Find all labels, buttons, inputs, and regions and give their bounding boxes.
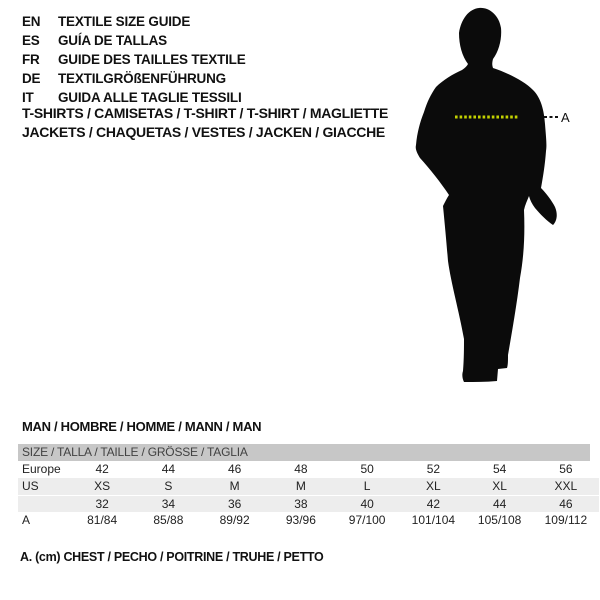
language-row-en	[22, 12, 246, 31]
category-line-jackets: JACKETS / CHAQUETAS / VESTES / JACKEN / GIACCHE	[22, 123, 385, 140]
measurement-footnote: A. (cm) CHEST / PECHO / POITRINE / TRUHE / PETTO	[20, 550, 324, 564]
table-cell: 48	[294, 462, 308, 476]
table-cell: XS	[94, 479, 111, 493]
language-title: GUÍA DE TALLAS	[58, 33, 167, 48]
man-silhouette	[416, 8, 557, 382]
language-code: DE	[22, 71, 41, 86]
row-label: US	[22, 479, 39, 493]
table-cell: 97/100	[348, 513, 386, 527]
table-row-us-numeric	[18, 495, 599, 512]
table-cell: 46	[227, 462, 242, 476]
table-cell: 109/112	[544, 513, 588, 527]
language-title: GUIDA ALLE TAGLIE TESSILI	[58, 90, 242, 105]
table-cell: XXL	[554, 479, 578, 493]
category-lines	[22, 104, 388, 141]
category-line-tshirts: T-SHIRTS / CAMISETAS / T-SHIRT / T-SHIRT / MAGLIETTE	[22, 105, 389, 121]
table-cell: 52	[426, 462, 441, 476]
table-cell: XL	[426, 479, 441, 493]
table-cell: M	[229, 479, 240, 493]
table-cell: 50	[360, 462, 374, 476]
language-code: IT	[22, 90, 34, 105]
language-code: ES	[22, 33, 40, 48]
table-cell: 89/92	[219, 513, 250, 527]
table-cell: 81/84	[87, 513, 118, 527]
language-list	[22, 12, 246, 107]
table-cell: 105/108	[477, 513, 522, 527]
man-silhouette-figure	[413, 6, 578, 386]
table-cell: 36	[227, 497, 242, 511]
measurement-label-a: A	[561, 110, 570, 125]
table-cell: 56	[559, 462, 573, 476]
table-cell: 93/96	[285, 513, 316, 527]
table-cell: 32	[95, 497, 109, 511]
table-cell: 44	[161, 462, 176, 476]
language-row-de	[22, 69, 246, 88]
table-cell: 85/88	[153, 513, 184, 527]
language-title: GUIDE DES TAILLES TEXTILE	[58, 52, 246, 67]
table-row-europe	[18, 461, 599, 478]
table-cell: M	[295, 479, 306, 493]
table-cell: 42	[426, 497, 441, 511]
row-label: Europe	[22, 462, 61, 476]
row-label: A	[22, 513, 31, 527]
table-cell: 44	[492, 497, 507, 511]
table-row-chest-a	[18, 512, 599, 529]
row-label	[18, 496, 69, 512]
table-cell: 42	[95, 462, 109, 476]
language-code: EN	[22, 14, 41, 29]
table-cell: 34	[161, 497, 176, 511]
table-cell: 40	[360, 497, 374, 511]
size-table-header: SIZE / TALLA / TAILLE / GRÖSSE / TAGLIA	[18, 444, 590, 461]
size-table	[18, 444, 599, 529]
table-cell: 101/104	[411, 513, 456, 527]
language-row-fr	[22, 50, 246, 69]
table-cell: L	[363, 479, 371, 493]
language-row-es	[22, 31, 246, 50]
table-cell: XL	[492, 479, 507, 493]
table-cell: 38	[294, 497, 308, 511]
table-cell: 54	[492, 462, 507, 476]
language-title: TEXTILGRÖßENFÜHRUNG	[58, 71, 226, 86]
table-cell: S	[164, 479, 173, 493]
table-row-us	[18, 478, 599, 495]
table-cell: 46	[559, 497, 573, 511]
language-code: FR	[22, 52, 40, 67]
section-title-man: MAN / HOMBRE / HOMME / MANN / MAN	[22, 419, 262, 434]
language-title: TEXTILE SIZE GUIDE	[58, 14, 191, 29]
